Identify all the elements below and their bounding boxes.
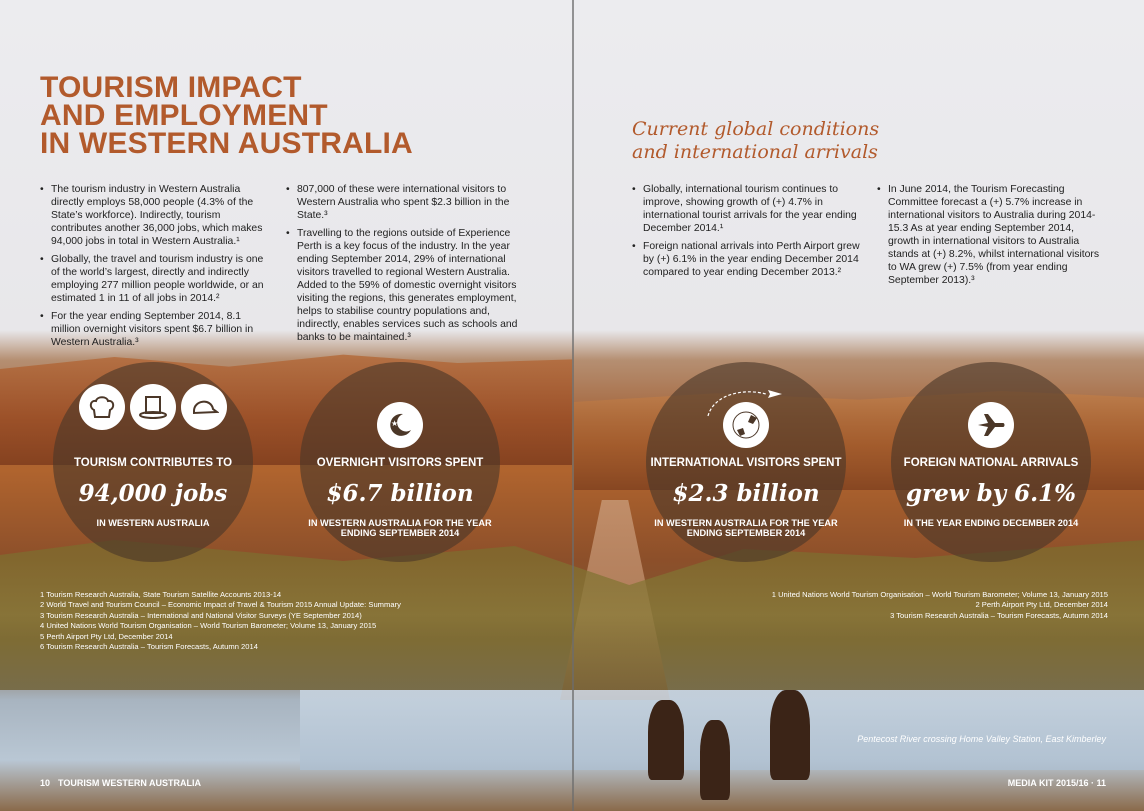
svg-text:★: ★ bbox=[391, 419, 399, 428]
folio-text: TOURISM WESTERN AUSTRALIA bbox=[58, 778, 202, 788]
right-column-1 bbox=[632, 183, 862, 284]
stat-circle-jobs bbox=[53, 362, 253, 562]
footnote: 2 World Travel and Tourism Council – Economic Impact of Travel & Tourism 2015 Annual Update: Summary bbox=[40, 600, 401, 610]
section-title: Current global conditions and international arrivals bbox=[632, 118, 880, 163]
page-fold bbox=[572, 0, 574, 811]
footnote: 1 Tourism Research Australia, State Tourism Satellite Accounts 2013-14 bbox=[40, 590, 282, 599]
folio-left bbox=[40, 778, 201, 788]
stat-circle-arrivals bbox=[891, 362, 1091, 562]
footnote: 4 United Nations World Tourism Organisation – World Tourism Barometer; Volume 13, January 2015 bbox=[40, 621, 377, 631]
left-column-2 bbox=[286, 183, 518, 349]
cap-icon bbox=[181, 384, 227, 430]
footnote: 6 Tourism Research Australia – Tourism Forecasts, Autumn 2014 bbox=[40, 642, 258, 652]
stat-label: INTERNATIONAL VISITORS SPENT bbox=[650, 457, 842, 469]
page-title: TOURISM IMPACT AND EMPLOYMENT IN WESTERN AUSTRALIA bbox=[40, 71, 413, 160]
riders-image bbox=[640, 680, 840, 800]
footnote: 2 Perth Airport Pty Ltd, December 2014 bbox=[975, 600, 1108, 610]
bullet-paragraph: • 807,000 of these were international visitors to Western Australia who spent $2.3 billion in the State.³ bbox=[286, 183, 518, 222]
stat-caption: IN WESTERN AUSTRALIA bbox=[96, 518, 210, 528]
left-column-1 bbox=[40, 183, 272, 354]
footnotes-right bbox=[772, 590, 1108, 621]
footnote: 3 Tourism Research Australia – Tourism Forecasts, Autumn 2014 bbox=[890, 610, 1108, 620]
bullet-paragraph: • Travelling to the regions outside of Experience Perth is a key focus of the industry. In the year ending September 2014, 29% of international visitors travelled to regional Western Australia. Added to the 59% of domestic overnight visitors visiting the regions, this generates employment, helps to stabilise country populations and, indirectly, enables services such as schools and banks to be maintained.³ bbox=[286, 227, 518, 344]
right-column-2 bbox=[877, 183, 1107, 292]
bullet-paragraph: • For the year ending September 2014, 8.1 million overnight visitors spent $6.7 billion in Western Australia.³ bbox=[40, 310, 272, 349]
top-hat-icon bbox=[130, 384, 176, 430]
bullet-paragraph: • Globally, the travel and tourism industry is one of the world’s largest, directly and indirectly employing 277 million people worldwide, or an estimated 1 in 11 of all jobs in 2014.² bbox=[40, 253, 272, 305]
stat-caption: IN WESTERN AUSTRALIA FOR THE YEAR ENDING SEPTEMBER 2014 bbox=[654, 518, 838, 538]
airplane-icon bbox=[968, 402, 1014, 448]
bullet-paragraph: • The tourism industry in Western Australia directly employs 58,000 people (4.3% of the State’s workforce). Indirectly, tourism contributes another 36,000 jobs, which makes 94,000 jobs in total in Western Australia.¹ bbox=[40, 183, 272, 248]
stat-circle-international bbox=[646, 362, 846, 562]
bullet-paragraph: • Foreign national arrivals into Perth Airport grew by (+) 6.1% in the year ending December 2014 compared to year ending December 2013.² bbox=[632, 240, 862, 279]
stat-value: $6.7 billion bbox=[326, 480, 474, 507]
chef-hat-icon bbox=[79, 384, 125, 430]
footnote: 1 United Nations World Tourism Organisation – World Tourism Barometer; Volume 13, January 2015 bbox=[771, 590, 1108, 599]
stat-value: grew by 6.1% bbox=[906, 480, 1076, 507]
stat-caption: IN THE YEAR ENDING DECEMBER 2014 bbox=[903, 518, 1079, 528]
folio-text: MEDIA KIT 2015/16 bbox=[1007, 778, 1089, 788]
stat-label: TOURISM CONTRIBUTES TO bbox=[73, 457, 233, 469]
stat-value: 94,000 jobs bbox=[78, 480, 228, 507]
stat-circle-overnight bbox=[300, 362, 500, 562]
page-number: 11 bbox=[1096, 778, 1106, 788]
page-number: 10 bbox=[40, 778, 51, 788]
stat-value: $2.3 billion bbox=[672, 480, 820, 507]
flight-path-icon bbox=[704, 384, 786, 424]
folio-right: MEDIA KIT 2015/16 · 11 bbox=[1007, 778, 1106, 788]
stat-label: OVERNIGHT VISITORS SPENT bbox=[316, 457, 484, 469]
bullet-paragraph: • Globally, international tourism continues to improve, showing growth of (+) 4.7% in international tourist arrivals for the year ending December 2014.¹ bbox=[632, 183, 862, 235]
bullet-paragraph: • In June 2014, the Tourism Forecasting Committee forecast a (+) 5.7% increase in international visitors to Australia during 2014-15.3 As at year ending September 2014, growth in international visitors to Australia stands at (+) 8.2%, whilst international visitors to WA grew (+) 7.5% (from year ending September 2013).³ bbox=[877, 183, 1107, 287]
footnote: 5 Perth Airport Pty Ltd, December 2014 bbox=[40, 631, 173, 641]
footnotes-left bbox=[40, 590, 401, 652]
stat-label: FOREIGN NATIONAL ARRIVALS bbox=[903, 457, 1079, 469]
footnote: 3 Tourism Research Australia – International and National Visitor Surveys (YE September 2014) bbox=[40, 610, 362, 620]
moon-stars-icon bbox=[377, 402, 423, 448]
photo-caption: Pentecost River crossing Home Valley Station, East Kimberley bbox=[857, 734, 1106, 744]
stat-caption: IN WESTERN AUSTRALIA FOR THE YEAR ENDING SEPTEMBER 2014 bbox=[308, 518, 492, 538]
